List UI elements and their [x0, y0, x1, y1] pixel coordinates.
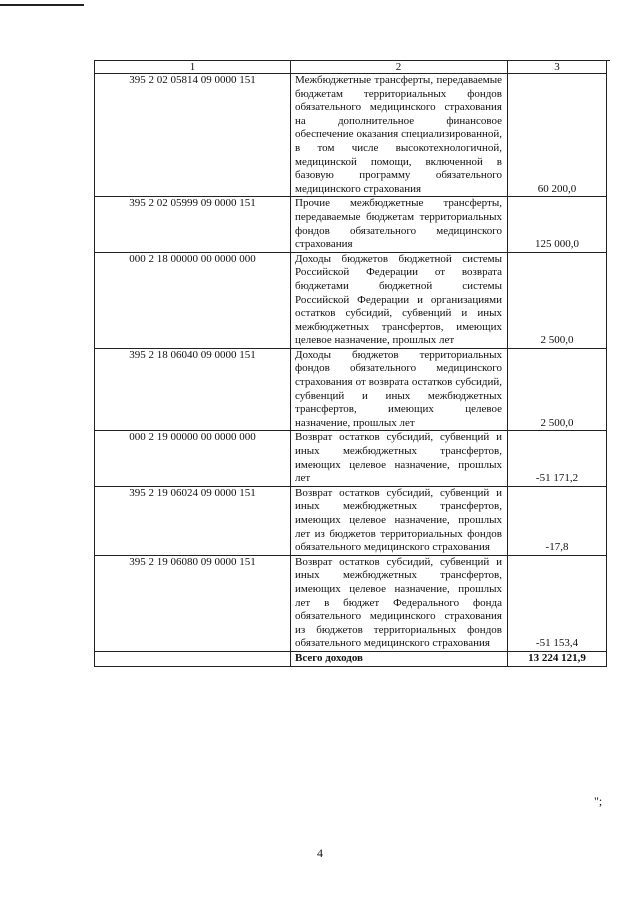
budget-code: 395 2 19 06024 09 0000 151	[95, 486, 291, 555]
header-row	[95, 61, 607, 74]
budget-code: 395 2 02 05814 09 0000 151	[95, 74, 291, 197]
header-rule-extension	[582, 60, 610, 61]
row-description: Прочие межбюджетные трансферты, передаваемые бюджетам территориальных фондов обязательного медицинского страхования	[295, 197, 502, 251]
column-header-2: 2	[291, 61, 508, 74]
total-amount: 13 224 121,9	[508, 651, 607, 666]
row-description: Возврат остатков субсидий, субвенций и иных межбюджетных трансфертов, имеющих целевое назначение, прошлых лет	[295, 431, 502, 485]
table-row	[95, 348, 607, 431]
row-amount: -17,8	[508, 486, 607, 555]
row-amount: -51 171,2	[508, 431, 607, 486]
budget-code: 000 2 18 00000 00 0000 000	[95, 252, 291, 348]
closing-quote-mark: ";	[594, 794, 603, 808]
column-header-3: 3	[508, 61, 607, 74]
row-amount: 2 500,0	[508, 252, 607, 348]
total-row	[95, 651, 607, 666]
row-amount: -51 153,4	[508, 555, 607, 651]
budget-code: 395 2 19 06080 09 0000 151	[95, 555, 291, 651]
top-rule	[0, 4, 84, 6]
row-amount: 2 500,0	[508, 348, 607, 431]
total-code-cell	[95, 651, 291, 666]
total-label: Всего доходов	[291, 651, 508, 666]
row-description: Доходы бюджетов территориальных фондов обязательного медицинского страхования от возврата остатков субсидий, субвенций и иных межбюджетных трансфертов, имеющих целевое назначение, прошлых лет	[295, 348, 502, 429]
row-description: Межбюджетные трансферты, передаваемые бюджетам территориальных фондов обязательного медицинского страхования на дополнительное финансовое обеспечение оказания специализированной, в том числе высокотехнологичной, медицинской помощи, включенной в базовую программу обязательного медицинского страхования	[295, 74, 502, 195]
column-header-1: 1	[95, 61, 291, 74]
budget-code: 000 2 19 00000 00 0000 000	[95, 431, 291, 486]
revenue-table	[94, 60, 607, 667]
budget-code: 395 2 02 05999 09 0000 151	[95, 197, 291, 252]
page-number: 4	[317, 846, 323, 860]
table-row	[95, 252, 607, 348]
table-row	[95, 431, 607, 486]
row-description: Доходы бюджетов бюджетной системы Российской Федерации от возврата бюджетами бюджетной системы Российской Федерации и организациями остатков субсидий, субвенций и иных межбюджетных трансфертов, имеющих целевое назначение, прошлых лет	[295, 252, 502, 347]
row-amount: 60 200,0	[508, 74, 607, 197]
row-amount: 125 000,0	[508, 197, 607, 252]
row-description: Возврат остатков субсидий, субвенций и иных межбюджетных трансфертов, имеющих целевое назначение, прошлых лет в бюджет Федерального фонда обязательного медицинского страхования из бюджетов территориальных фондов обязательного медицинского страхования	[295, 555, 502, 650]
table-row	[95, 74, 607, 197]
table-row	[95, 486, 607, 555]
table-row	[95, 555, 607, 651]
budget-code: 395 2 18 06040 09 0000 151	[95, 348, 291, 431]
table-row	[95, 197, 607, 252]
row-description: Возврат остатков субсидий, субвенций и иных межбюджетных трансфертов, имеющих целевое назначение, прошлых лет из бюджетов территориальных фондов обязательного медицинского страхования	[295, 486, 502, 554]
